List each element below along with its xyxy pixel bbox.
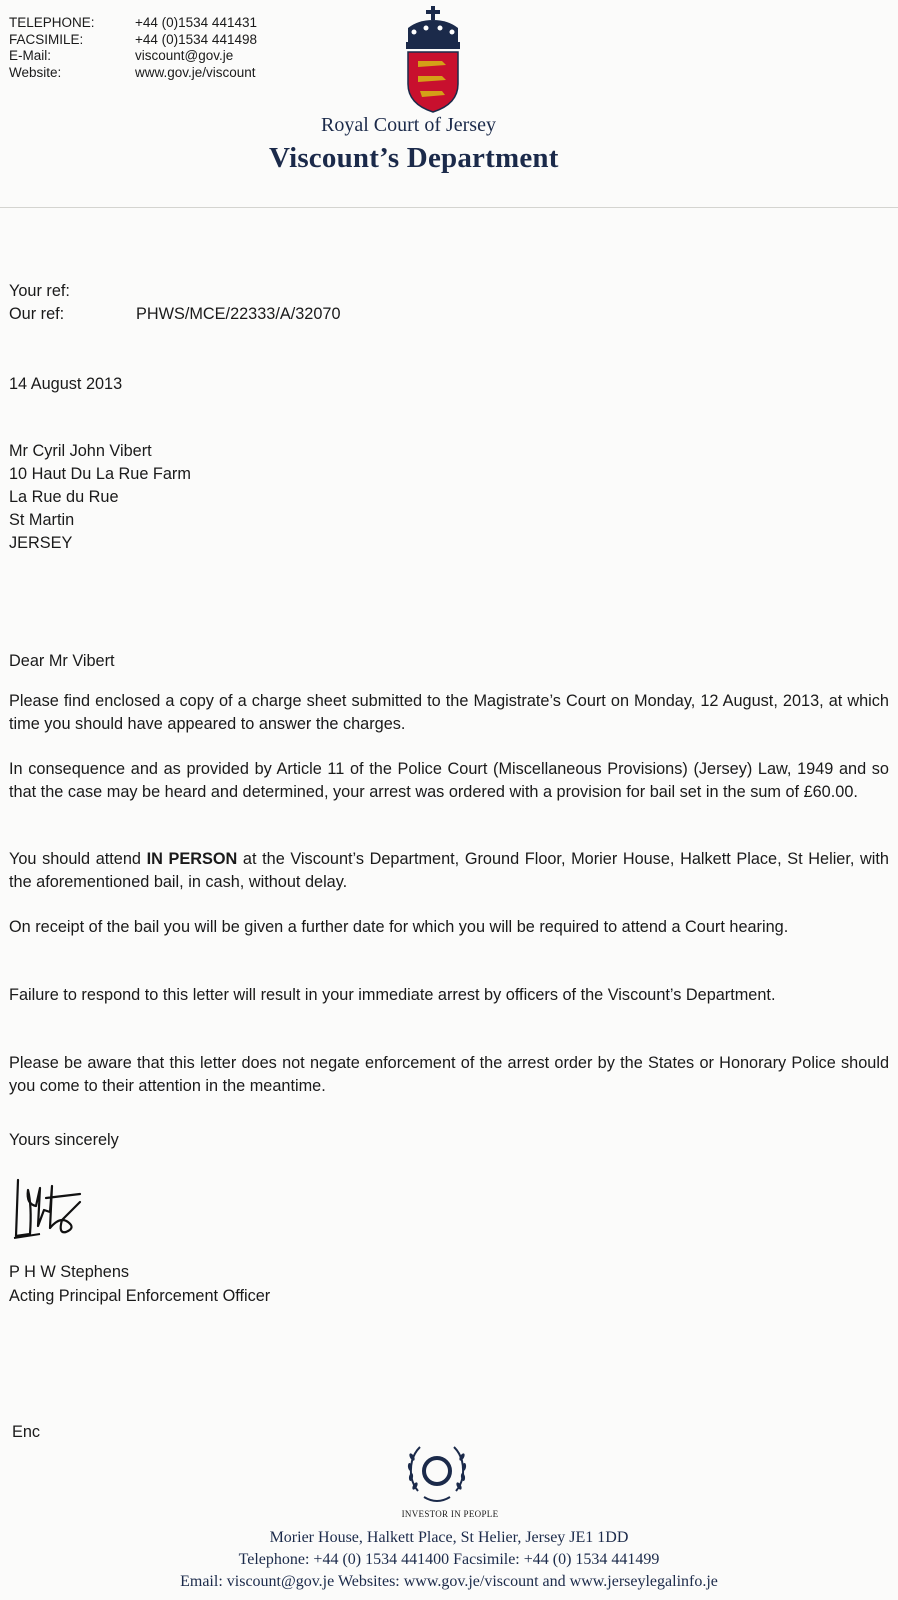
contact-row (9, 48, 257, 65)
contact-label: E-Mail: (9, 48, 52, 63)
contact-value: www.gov.je/viscount (135, 64, 256, 80)
court-name: Royal Court of Jersey (321, 114, 496, 136)
footer-phones: Telephone: +44 (0) 1534 441400 Facsimile: +44 (0) 1534 441499 (238, 1551, 660, 1568)
references (9, 280, 341, 326)
contact-row (9, 65, 257, 82)
address-line: JERSEY (9, 534, 73, 552)
letter-date: 14 August 2013 (9, 375, 123, 393)
address-line: La Rue du Rue (9, 488, 119, 506)
address-line: Mr Cyril John Vibert (9, 442, 152, 460)
attend-text-end: at the Viscount’s Department, Ground Floor, Morier House, Halkett Place, St Helier, with the aforementioned bail, in cash, without delay. (9, 850, 889, 891)
in-person-emphasis: IN PERSON (146, 850, 238, 868)
paragraph-attend (9, 848, 889, 894)
investor-in-people-logo-icon (404, 1441, 470, 1505)
salutation: Dear Mr Vibert (9, 652, 115, 670)
contact-value: viscount@gov.je (135, 48, 234, 63)
our-ref-label: Our ref: (9, 305, 65, 323)
contact-value: +44 (0)1534 441431 (135, 15, 257, 30)
recipient-address (9, 440, 191, 555)
paragraph-warning: Please be aware that this letter does not negate enforcement of the arrest order by the States or Honorary Police should you come to their attention in the meantime. (9, 1054, 889, 1095)
paragraph-court-date: On receipt of the bail you will be given a further date for which you will be required to attend a Court hearing. (9, 918, 789, 936)
signatory-name: P H W Stephens (9, 1263, 130, 1281)
contact-label: FACSIMILE: (9, 31, 84, 47)
handwritten-signature (10, 1176, 110, 1246)
jersey-crest-icon (402, 6, 464, 116)
closing: Yours sincerely (9, 1131, 119, 1149)
paragraph-failure: Failure to respond to this letter will result in your immediate arrest by officers of the Viscount’s Department. (9, 986, 776, 1004)
address-line: 10 Haut Du La Rue Farm (9, 465, 191, 483)
footer-web: Email: viscount@gov.je Websites: www.gov.je/viscount and www.jerseylegalinfo.je (180, 1573, 718, 1590)
attend-text-start: You should attend (9, 850, 147, 868)
your-ref-row (9, 280, 341, 303)
contact-value: +44 (0)1534 441498 (135, 31, 257, 47)
contact-row (9, 15, 257, 32)
paragraph-arrest-order: In consequence and as provided by Article 11 of the Police Court (Miscellaneous Provisions) (Jersey) Law, 1949 and so that the case may be heard and determined, your arrest was ordered with a provision for bail set in the sum of £60.00. (9, 760, 889, 801)
enclosure-note: Enc (12, 1423, 41, 1441)
contact-row (9, 32, 257, 49)
your-ref-label: Your ref: (9, 282, 70, 300)
contact-label: Website: (9, 64, 62, 80)
our-ref-row (9, 303, 341, 326)
signatory-title: Acting Principal Enforcement Officer (9, 1287, 271, 1305)
contact-label: TELEPHONE: (9, 15, 95, 30)
department-name: Viscount’s Department (269, 142, 559, 174)
contact-details (9, 15, 257, 81)
footer-address: Morier House, Halkett Place, St Helier, Jersey JE1 1DD (269, 1529, 629, 1546)
address-line: St Martin (9, 511, 75, 529)
header-divider (0, 207, 898, 208)
paragraph-charge-sheet: Please find enclosed a copy of a charge sheet submitted to the Magistrate’s Court on Monday, 12 August, 2013, at which time you should have appeared to answer the charges. (9, 692, 889, 733)
our-ref-value: PHWS/MCE/22333/A/32070 (136, 305, 341, 323)
investor-in-people-label: INVESTOR IN PEOPLE (401, 1509, 499, 1519)
